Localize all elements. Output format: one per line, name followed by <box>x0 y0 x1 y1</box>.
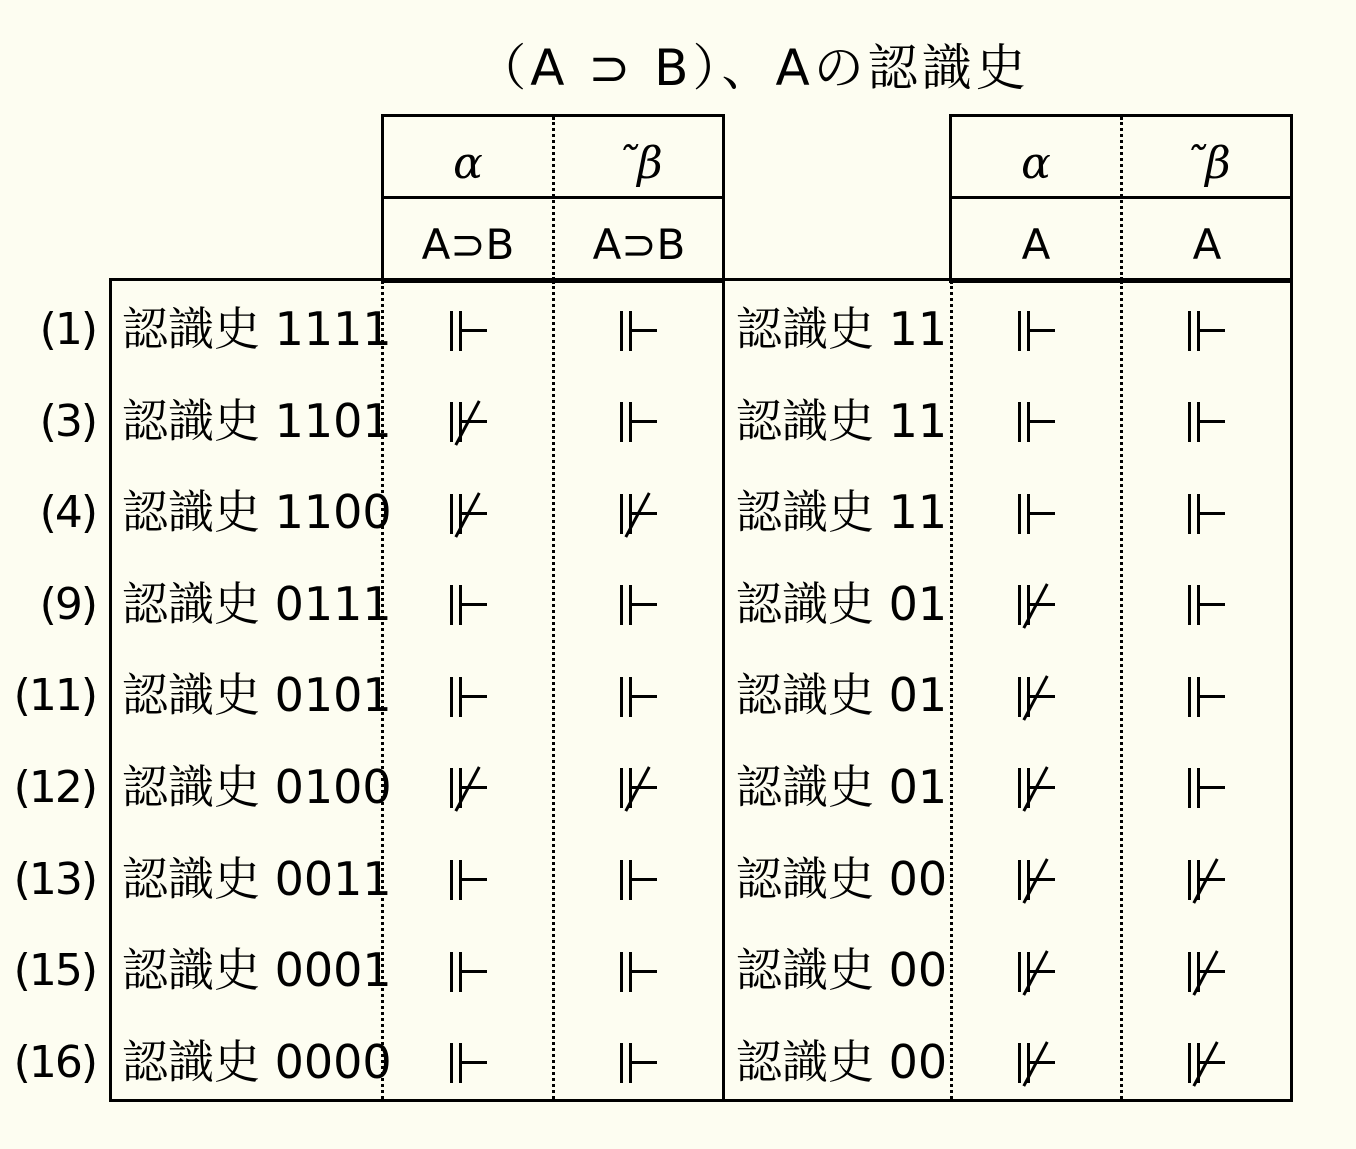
forces-icon <box>1186 768 1226 808</box>
forces-icon <box>618 585 658 625</box>
left-mark-cell <box>553 284 723 376</box>
forces-icon <box>1186 311 1226 351</box>
table-row <box>0 925 1356 1017</box>
row-number: (9) <box>39 578 96 630</box>
row-number: (11) <box>13 670 96 722</box>
table-row <box>0 742 1356 834</box>
right-mark-cell <box>1121 284 1291 376</box>
table-row <box>0 650 1356 742</box>
row-number: (12) <box>13 761 96 813</box>
forces-icon <box>1186 494 1226 534</box>
right-mark-cell <box>1121 376 1291 468</box>
right-history-label: 認識史 00 <box>736 851 948 906</box>
left-header-alpha: α <box>453 138 483 189</box>
not-forces-icon <box>1186 952 1226 992</box>
right-mark-cell <box>1121 650 1291 742</box>
left-mark-cell <box>553 742 723 834</box>
right-mark-cell <box>951 1017 1121 1109</box>
forces-icon <box>448 585 488 625</box>
not-forces-icon <box>1016 860 1056 900</box>
not-forces-icon <box>1016 1043 1056 1083</box>
forces-icon <box>618 860 658 900</box>
forces-icon <box>618 1043 658 1083</box>
left-mark-cell <box>383 650 553 742</box>
not-forces-icon <box>1016 677 1056 717</box>
not-forces-icon <box>618 768 658 808</box>
table-row <box>0 559 1356 651</box>
right-mark-cell <box>951 650 1121 742</box>
left-mark-cell <box>383 742 553 834</box>
not-forces-icon <box>1016 585 1056 625</box>
right-header-formula-2: A <box>1192 220 1222 269</box>
right-mark-cell <box>951 925 1121 1017</box>
right-history-label: 認識史 00 <box>736 943 948 998</box>
right-mark-cell <box>1121 834 1291 926</box>
right-history-label: 認識史 11 <box>736 485 948 540</box>
right-header-alpha: α <box>1021 138 1051 189</box>
not-forces-icon <box>448 494 488 534</box>
left-mark-cell <box>553 650 723 742</box>
page-title: （A ⊃ B）、Aの認識史 <box>476 39 1030 97</box>
left-mark-cell <box>383 284 553 376</box>
right-history-label: 認識史 00 <box>736 1034 948 1089</box>
right-mark-cell <box>1121 467 1291 559</box>
row-number: (1) <box>39 304 96 355</box>
left-history-label: 認識史 0111 <box>122 576 392 631</box>
left-mark-cell <box>553 834 723 926</box>
right-mark-cell <box>951 284 1121 376</box>
forces-icon <box>448 677 488 717</box>
row-number: (13) <box>13 853 96 905</box>
not-forces-icon <box>1016 952 1056 992</box>
left-header-tilde-beta: ˜β <box>615 138 663 189</box>
row-number: (16) <box>13 1036 96 1088</box>
left-history-label: 認識史 0000 <box>122 1034 392 1089</box>
not-forces-icon <box>448 402 488 442</box>
forces-icon <box>1186 585 1226 625</box>
not-forces-icon <box>448 768 488 808</box>
left-history-label: 認識史 0001 <box>122 943 392 998</box>
left-mark-cell <box>553 925 723 1017</box>
left-mark-cell <box>383 467 553 559</box>
left-mark-cell <box>383 834 553 926</box>
left-mark-cell <box>553 376 723 468</box>
right-mark-cell <box>951 834 1121 926</box>
right-header-formula-1: A <box>1021 220 1051 269</box>
forces-icon <box>1016 402 1056 442</box>
table-row <box>0 467 1356 559</box>
left-history-label: 認識史 0101 <box>122 668 392 723</box>
right-history-label: 認識史 01 <box>736 668 948 723</box>
forces-icon <box>448 952 488 992</box>
left-mark-cell <box>383 1017 553 1109</box>
right-header-tilde-beta: ˜β <box>1183 138 1231 189</box>
right-mark-cell <box>951 559 1121 651</box>
right-history-label: 認識史 01 <box>736 759 948 814</box>
row-number: (15) <box>13 945 96 997</box>
table-row <box>0 376 1356 468</box>
not-forces-icon <box>1186 1043 1226 1083</box>
right-mark-cell <box>951 467 1121 559</box>
table-row <box>0 834 1356 926</box>
forces-icon <box>448 1043 488 1083</box>
forces-icon <box>448 860 488 900</box>
right-mark-cell <box>951 376 1121 468</box>
forces-icon <box>1186 402 1226 442</box>
left-history-label: 認識史 0100 <box>122 759 392 814</box>
not-forces-icon <box>618 494 658 534</box>
left-header-formula-2: A⊃B <box>592 220 686 269</box>
left-history-label: 認識史 1101 <box>122 393 392 448</box>
right-history-label: 認識史 11 <box>736 302 948 356</box>
forces-icon <box>1016 494 1056 534</box>
right-mark-cell <box>1121 742 1291 834</box>
table-rows <box>0 284 1356 1108</box>
table-row <box>0 284 1356 376</box>
right-mark-cell <box>951 742 1121 834</box>
left-mark-cell <box>383 925 553 1017</box>
forces-icon <box>1186 677 1226 717</box>
forces-icon <box>448 311 488 351</box>
row-number: (3) <box>39 395 96 447</box>
right-history-label: 認識史 01 <box>736 576 948 631</box>
left-history-label: 認識史 0011 <box>122 851 392 906</box>
left-history-label: 認識史 1111 <box>122 302 392 356</box>
forces-icon <box>618 311 658 351</box>
left-mark-cell <box>553 467 723 559</box>
forces-icon <box>618 952 658 992</box>
forces-icon <box>1016 311 1056 351</box>
left-mark-cell <box>383 559 553 651</box>
right-mark-cell <box>1121 925 1291 1017</box>
not-forces-icon <box>1016 768 1056 808</box>
right-mark-cell <box>1121 1017 1291 1109</box>
left-header-formula-1: A⊃B <box>421 220 515 269</box>
not-forces-icon <box>1186 860 1226 900</box>
left-mark-cell <box>553 1017 723 1109</box>
left-history-label: 認識史 1100 <box>122 485 392 540</box>
row-number: (4) <box>39 487 96 539</box>
left-mark-cell <box>553 559 723 651</box>
forces-icon <box>618 677 658 717</box>
forces-icon <box>618 402 658 442</box>
right-history-label: 認識史 11 <box>736 393 948 448</box>
left-mark-cell <box>383 376 553 468</box>
right-mark-cell <box>1121 559 1291 651</box>
table-row <box>0 1017 1356 1109</box>
